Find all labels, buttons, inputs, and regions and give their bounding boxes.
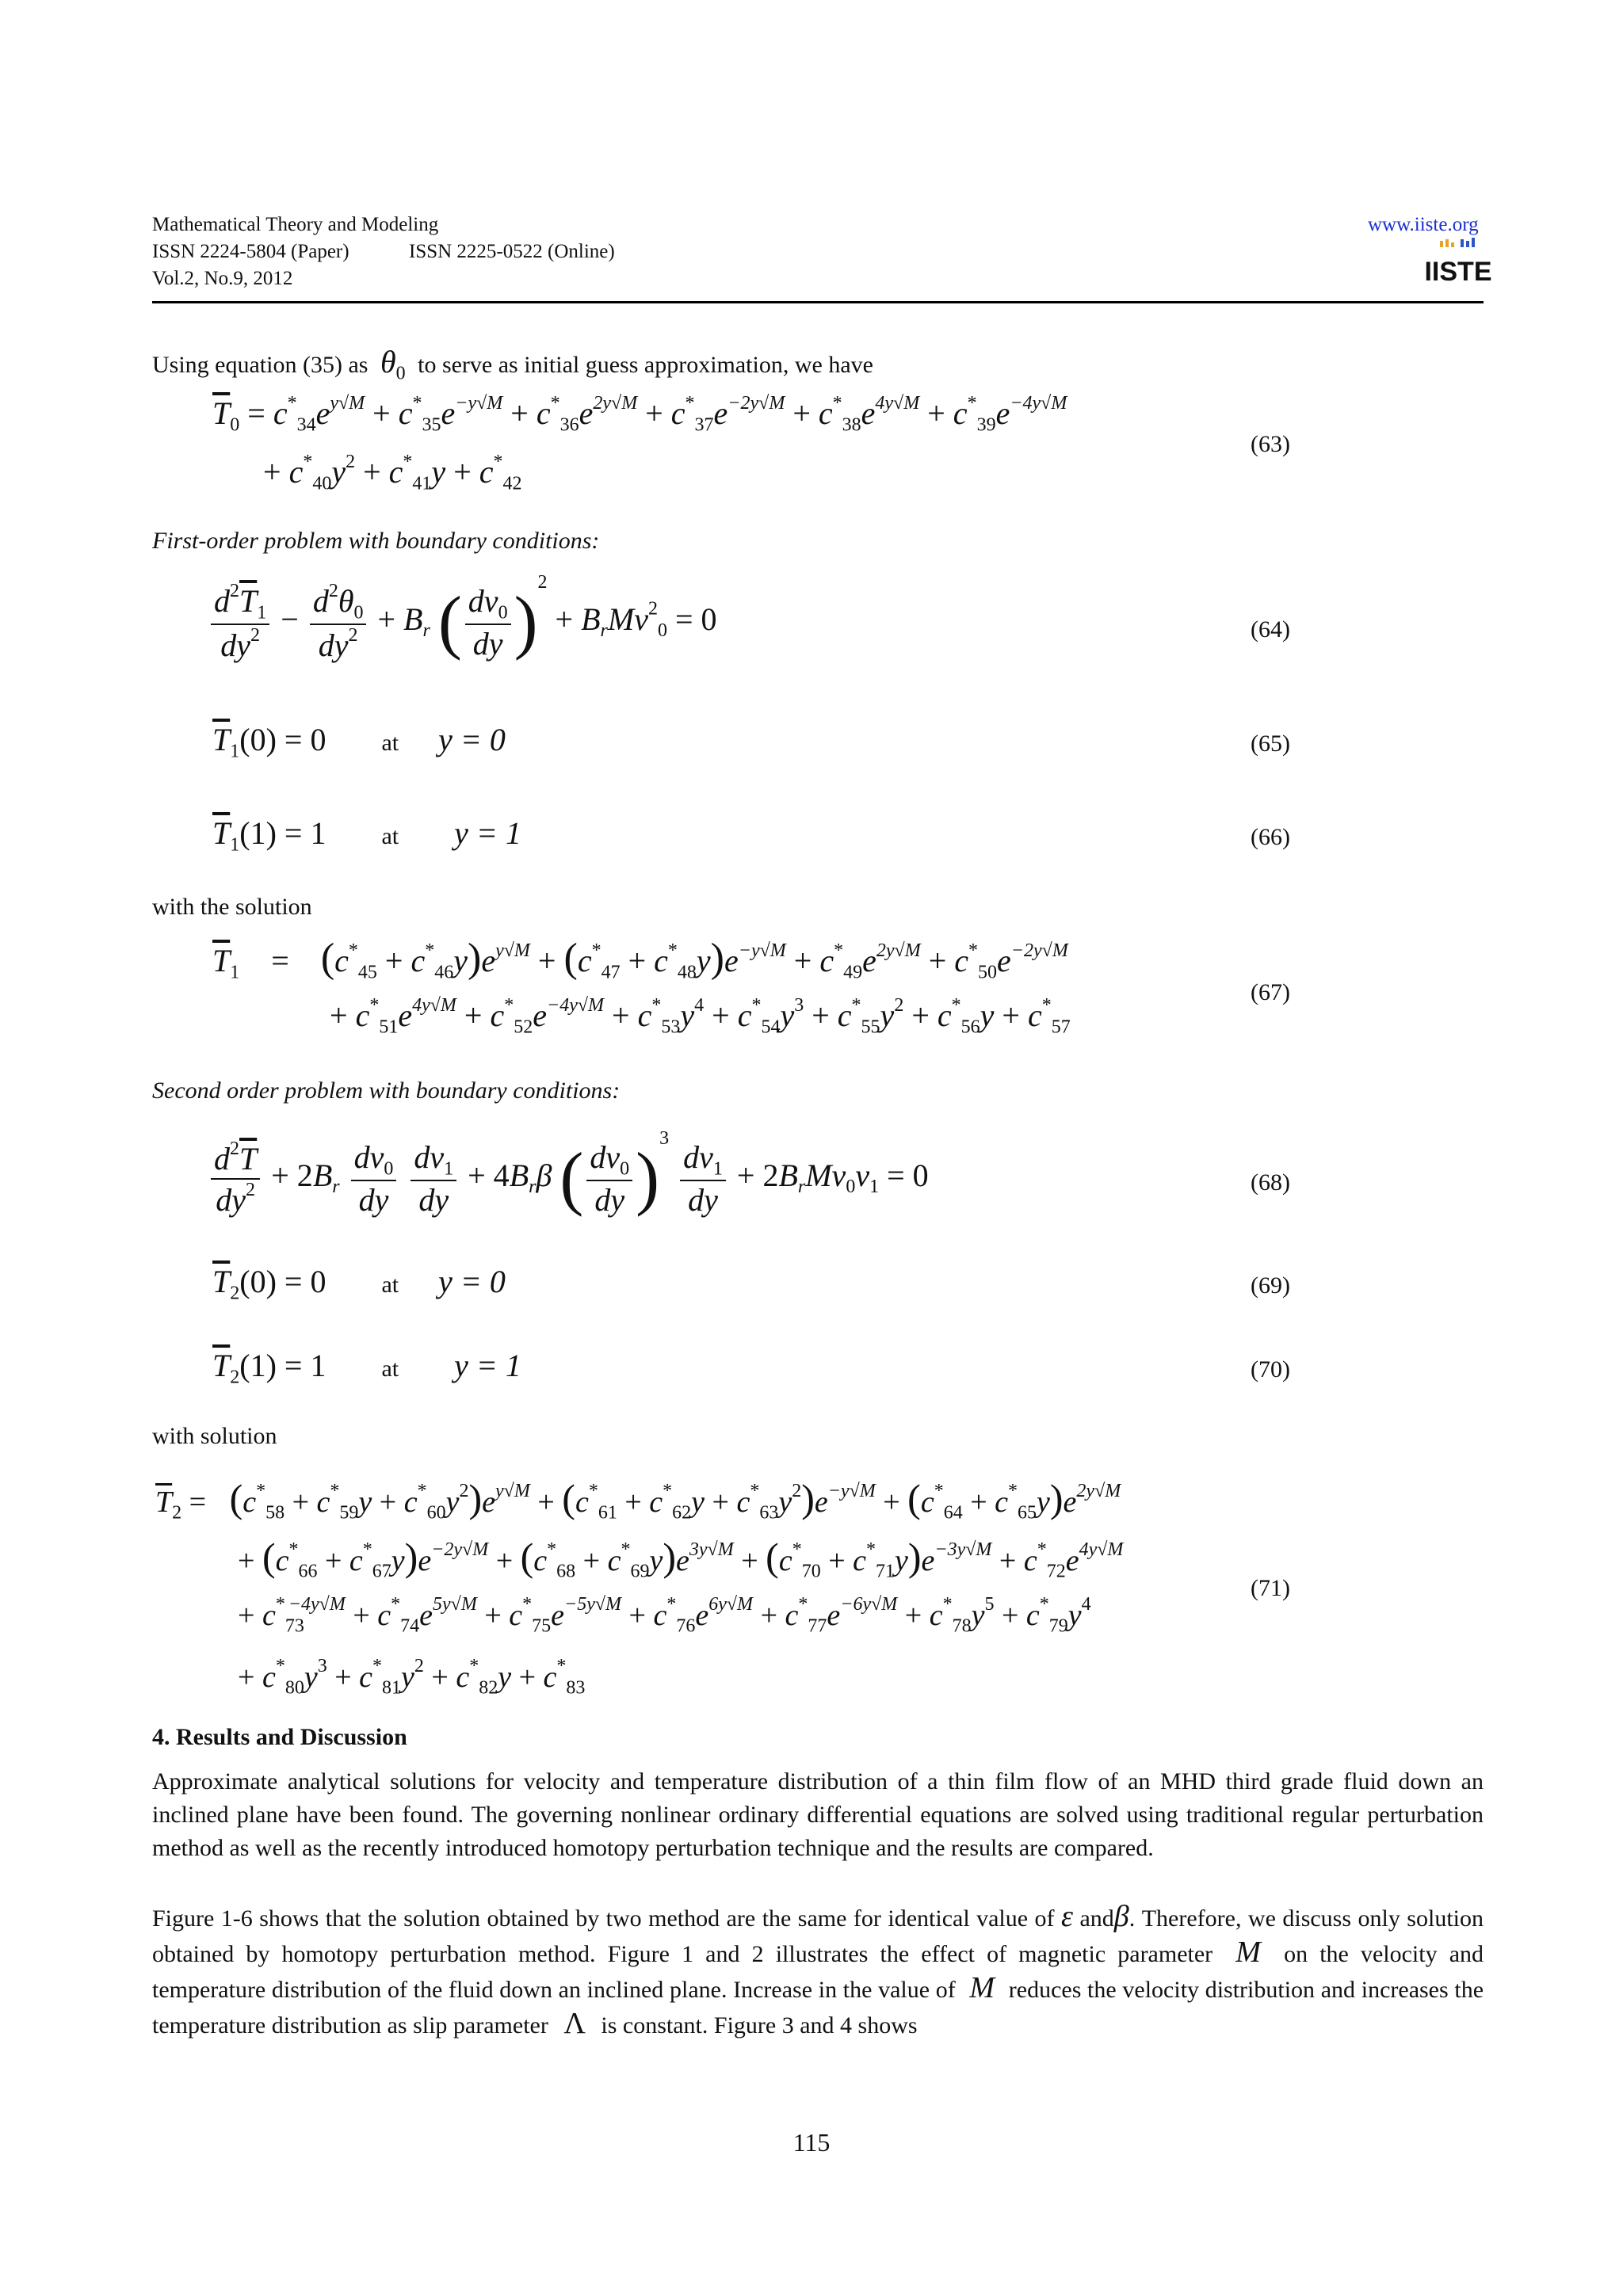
website-link[interactable]: www.iiste.org: [1368, 214, 1479, 235]
first-order-caption: First-order problem with boundary conditions:: [152, 528, 600, 554]
intro-before: Using equation (35) as: [152, 352, 369, 378]
eqno-69: (69): [1251, 1272, 1290, 1299]
logo-text: IISTE: [1424, 257, 1492, 287]
equation-64: $\frac{d^2\overline{T}_1}{dy^2}$ − $\frac{d^2\theta_0}{dy^2}$ + $B_r$ ( $\frac{dv_0}{dy}$ )$^2 + B_rMv^2_0 = 0$: [208, 572, 717, 664]
m-symbol-1: M: [1235, 1936, 1261, 1969]
equation-71-line4: + $c^*_{80}y^3 + c^*_{81}y^2 + c^*_{82}y + c^*_{83}$: [238, 1656, 586, 1699]
equation-71-line2: + $(c^*_{66} + c^*_{67}y)e^{-2y√M} + (c^*_{68} + c^*_{69}y)e^{3y√M} + (c^*_{70} + c^*_{71}y)e^{-3y√M} + c^*_{72}e^{4y√M}$: [238, 1535, 1124, 1582]
eqno-65: (65): [1251, 730, 1290, 757]
eqno-70: (70): [1251, 1356, 1290, 1383]
volume-info: Vol.2, No.9, 2012: [152, 268, 293, 289]
eqno-66: (66): [1251, 824, 1290, 850]
m-symbol-2: M: [969, 1971, 995, 2004]
iiste-logo: [1424, 236, 1492, 287]
equation-63-line2: + $c^*_{40}y^2 + c^*_{41}y + c^*_{42}$: [263, 452, 522, 494]
header-rule: [152, 301, 1484, 303]
logo-icon: [1424, 236, 1492, 287]
equation-65: $\overline{T}_1(0) = 0$ at y = 0: [212, 722, 506, 762]
eqno-68: (68): [1251, 1169, 1290, 1196]
equation-71-line1: $\overline{T}_2 = (c^*_{58} + c^*_{59}y + c^*_{60}y^2)e^{y√M} + (c^*_{61} + c^*_{62}y + c^*_{63}y^2)e^{-y√M} + (c^*_{64} + c^*_{65}y)e^{2y√M}$: [155, 1476, 1121, 1524]
beta-symbol: β: [1113, 1900, 1129, 1933]
second-order-caption: Second order problem with boundary conditions:: [152, 1077, 621, 1104]
intro-line: [152, 345, 873, 390]
with-the-solution-caption: with the solution: [152, 894, 312, 920]
page-number: 115: [792, 2128, 831, 2157]
journal-title: Mathematical Theory and Modeling: [152, 214, 439, 235]
eqno-63: (63): [1251, 431, 1290, 457]
equation-67-line2: + $c^*_{51}e^{4y√M} + c^*_{52}e^{-4y√M} + c^*_{53}y^4 + c^*_{54}y^3 + c^*_{55}y^2 + c^*_{56}y + c^*_{57}$: [330, 995, 1071, 1038]
eqno-64: (64): [1251, 616, 1290, 643]
results-paragraph-1: Approximate analytical solutions for velocity and temperature distribution of a thin film flow of an MHD third grade fluid down an inclined plane have been found. The governing nonlinear ordinary differential equations are solved using traditional regular perturbation method as well as the recently introduced homotopy perturbation technique and the results are compared.: [152, 1768, 1484, 1861]
intro-after: to serve as initial guess approximation, we have: [418, 352, 873, 378]
theta0-symbol: $\theta_0$: [380, 344, 406, 384]
issn-online: ISSN 2225-0522 (Online): [409, 241, 615, 262]
equation-69: $\overline{T}_2(0) = 0$ at y = 0: [212, 1264, 506, 1304]
equation-66: $\overline{T}_1(1) = 1$ at y = 1: [212, 815, 521, 856]
results-paragraph-2: Figure 1-6 shows that the solution obtained by two method are the same for identical value of ε andβ. Therefore, we discuss only solution obtained by homotopy perturbation method. Figure 1 and 2 illustrates the effect of magnetic parameter M on the velocity and temperature distribution of the fluid down an inclined plane. Increase in the value of M reduces the velocity distribution and increases the temperature distribution as slip parameter Λ is constant. Figure 3 and 4 shows: [152, 1900, 1484, 2040]
equation-68: $\frac{d^2\overline{T}}{dy^2}$ + $2B_r$ $\frac{dv_0}{dy}$ $\frac{dv_1}{dy}$ + $4B_r\beta$ ( $\frac{dv_0}{dy}$ )$^3$ $\frac{dv_1}{dy}$ + $2B_rMv_0v_1 = 0$: [208, 1128, 929, 1219]
equation-67-line1: $\overline{T}_1 = (c^*_{45} + c^*_{46}y)e^{y√M} + (c^*_{47} + c^*_{48}y)e^{-y√M} + c^*_{49}e^{2y√M} + c^*_{50}e^{-2y√M}$: [212, 936, 1068, 983]
section-heading: 4. Results and Discussion: [152, 1724, 407, 1750]
with-solution-caption: with solution: [152, 1423, 277, 1449]
lambda-symbol: Λ: [563, 2007, 586, 2040]
equation-70: $\overline{T}_2(1) = 1$ at y = 1: [212, 1348, 521, 1388]
eqno-71: (71): [1251, 1575, 1290, 1601]
equation-71-line3: + $c^*_{73}^{-4y√M} + c^*_{74}e^{5y√M} + c^*_{75}e^{-5y√M} + c^*_{76}e^{6y√M} + c^*_{77}e^{-6y√M} + c^*_{78}y^5 + c^*_{79}y^4$: [238, 1594, 1091, 1637]
eqno-67: (67): [1251, 979, 1290, 1005]
epsilon-symbol: ε: [1061, 1900, 1073, 1933]
issn-paper: ISSN 2224-5804 (Paper): [152, 241, 349, 262]
equation-63-line1: $\overline{T}_0 = c^*_{34}e^{y√M} + c^*_{35}e^{-y√M} + c^*_{36}e^{2y√M} + c^*_{37}e^{-2y√M} + c^*_{38}e^{4y√M} + c^*_{39}e^{-4y√M}$: [212, 393, 1067, 436]
